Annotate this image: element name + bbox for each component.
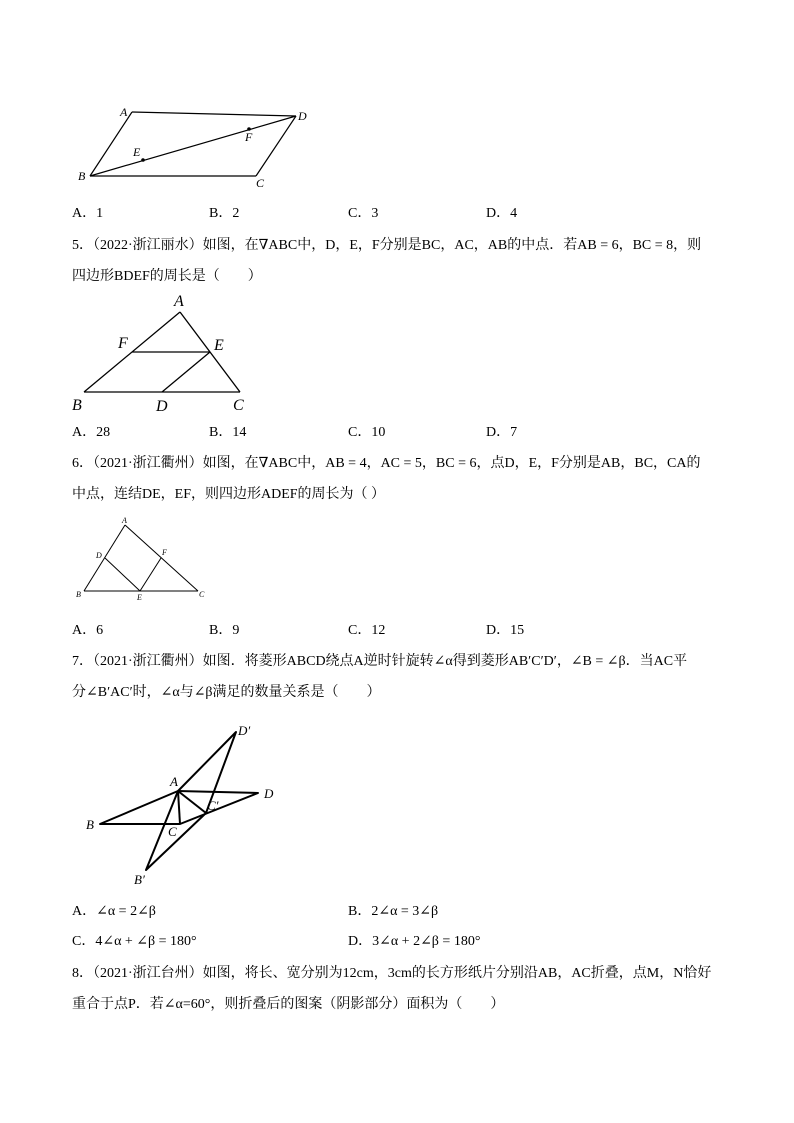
q5-option-c[interactable]: C．10 — [348, 425, 386, 440]
label-d: D — [298, 109, 307, 123]
label-f: F — [162, 548, 167, 557]
diagonal-ac' — [178, 791, 206, 813]
q4-option-a[interactable]: A．1 — [72, 206, 104, 221]
label-b-prime: B′ — [134, 872, 145, 887]
label-a: A — [170, 774, 178, 789]
label-f: F — [118, 335, 128, 352]
label-c: C — [233, 397, 244, 414]
q5-question-line2: 四边形BDEF的周长是（ ） — [72, 269, 262, 284]
edge-ab — [84, 525, 125, 591]
q7-option-a[interactable]: A．∠α = 2∠β — [72, 904, 156, 919]
q6-option-d[interactable]: D．15 — [486, 623, 525, 638]
label-b: B — [76, 590, 81, 599]
label-c: C — [199, 590, 205, 599]
q7-option-d[interactable]: D．3∠α + 2∠β = 180° — [348, 934, 481, 949]
figure-q7-rhombus-rotation — [78, 718, 298, 893]
label-d: D — [156, 398, 168, 414]
q7-option-b[interactable]: B．2∠α = 3∠β — [348, 904, 439, 919]
label-c-prime: C′ — [207, 798, 219, 813]
label-d: D — [264, 786, 274, 801]
q7-option-c[interactable]: C．4∠α + ∠β = 180° — [72, 934, 197, 949]
edge-ad — [132, 112, 296, 116]
q5-option-d[interactable]: D．7 — [486, 425, 518, 440]
q6-option-c[interactable]: C．12 — [348, 623, 386, 638]
edge-ab — [90, 112, 132, 176]
point-e — [141, 158, 145, 162]
q6-option-b[interactable]: B．9 — [209, 623, 240, 638]
label-b: B — [72, 397, 82, 414]
label-e: E — [133, 145, 141, 159]
figure-q5-triangle — [68, 290, 258, 414]
q5-option-a[interactable]: A．28 — [72, 425, 111, 440]
label-d: D — [96, 551, 102, 560]
q4-option-c[interactable]: C．3 — [348, 206, 379, 221]
label-d-prime: D′ — [238, 723, 251, 738]
q5-option-b[interactable]: B．14 — [209, 425, 247, 440]
edge-cd — [256, 116, 296, 176]
segment-de — [162, 352, 210, 392]
edge-ac — [125, 525, 198, 591]
q6-option-a[interactable]: A．6 — [72, 623, 104, 638]
q4-option-d[interactable]: D．4 — [486, 206, 518, 221]
label-c: C — [168, 824, 177, 839]
q8-question-line2: 重合于点P．若∠α=60°，则折叠后的图案（阴影部分）面积为（ ） — [72, 997, 505, 1012]
figure-q4-parallelogram — [70, 98, 320, 190]
label-b: B — [86, 817, 94, 832]
label-a: A — [174, 293, 184, 310]
q7-question-line1: 7．（2021·浙江衢州）如图．将菱形ABCD绕点A逆时针旋转∠α得到菱形AB′C′D′，∠B = ∠β．当AC平 — [72, 654, 688, 669]
label-f: F — [245, 130, 253, 144]
diagonal-ac — [178, 791, 180, 824]
segment-ef — [140, 558, 161, 591]
q7-question-line2: 分∠B′AC′时，∠α与∠β满足的数量关系是（ ） — [72, 685, 381, 700]
segment-de — [105, 558, 140, 591]
q5-question-line1: 5．（2022·浙江丽水）如图，在∇ABC中，D，E，F分别是BC，AC，AB的中点．若AB = 6，BC = 8，则 — [72, 238, 702, 253]
q6-question-line2: 中点，连结DE，EF，则四边形ADEF的周长为（ ） — [72, 487, 386, 502]
label-b: B — [78, 169, 86, 183]
label-e: E — [214, 337, 224, 354]
label-e: E — [137, 593, 142, 602]
label-a: A — [120, 105, 128, 119]
label-c: C — [256, 176, 265, 190]
q6-question-line1: 6．（2021·浙江衢州）如图，在∇ABC中，AB = 4，AC = 5，BC = 6，点D，E，F分别是AB，BC，CA的 — [72, 456, 701, 471]
diagonal-bd — [90, 116, 296, 176]
q4-option-b[interactable]: B．2 — [209, 206, 240, 221]
figure-q6-triangle — [70, 513, 210, 603]
label-a: A — [122, 516, 127, 525]
q8-question-line1: 8．（2021·浙江台州）如图，将长、宽分别为12cm，3cm的长方形纸片分别沿AB，AC折叠，点M，N恰好 — [72, 966, 712, 981]
